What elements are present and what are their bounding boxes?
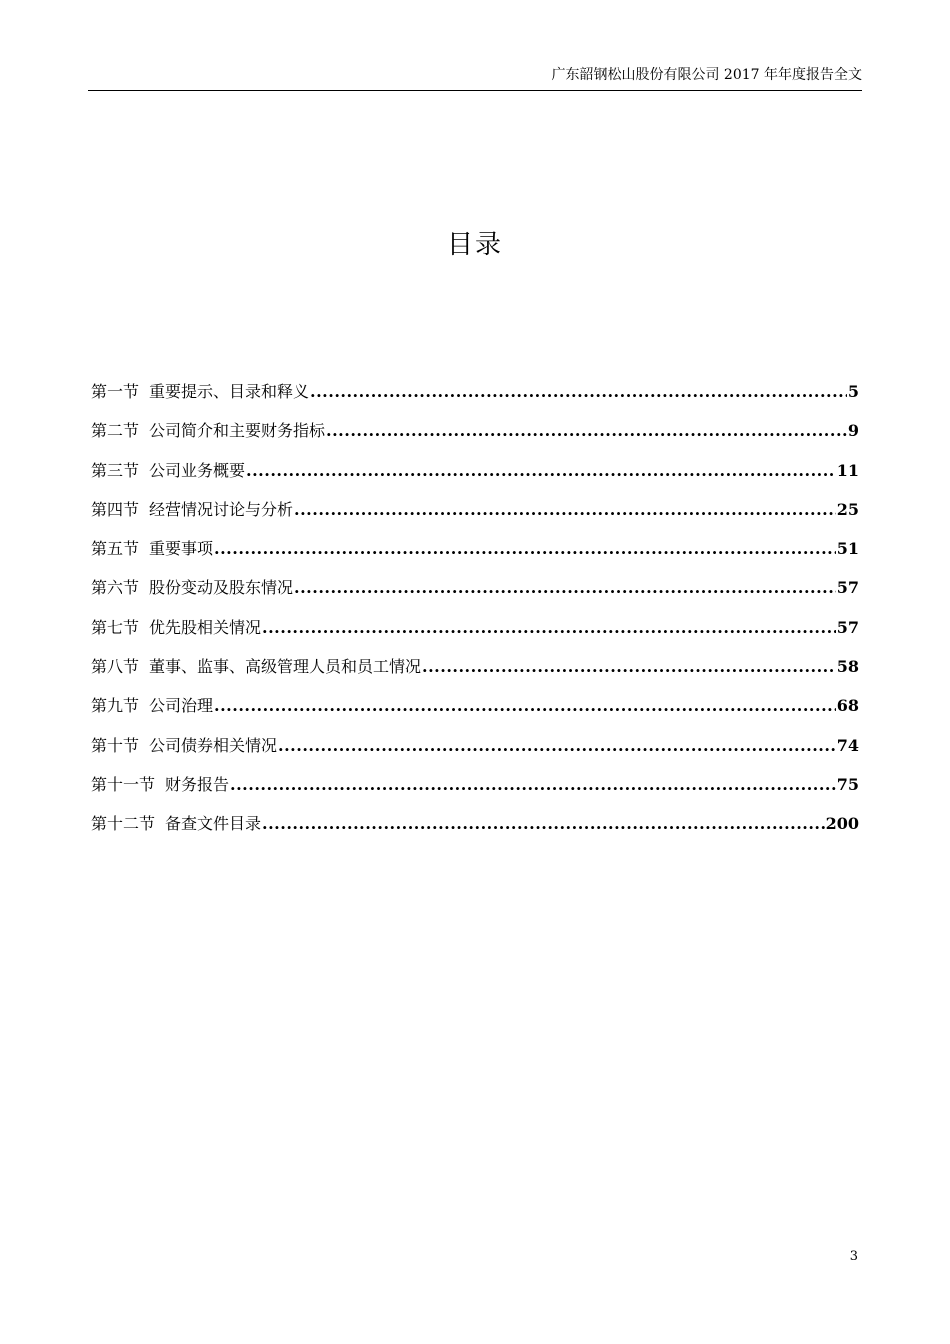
toc-section-label: 第四节 xyxy=(91,499,140,519)
header-text: 广东韶钢松山股份有限公司 2017 年年度报告全文 xyxy=(551,67,862,83)
toc-section-label: 第九节 xyxy=(91,696,140,716)
toc-page-number: 57 xyxy=(836,578,859,598)
toc-entry-title: 公司债券相关情况 xyxy=(149,735,278,755)
toc-dot-leader xyxy=(294,499,836,521)
toc-page-number: 9 xyxy=(847,421,859,441)
toc-page-number: 58 xyxy=(836,657,859,677)
table-of-contents xyxy=(91,381,859,853)
toc-entry[interactable] xyxy=(91,656,859,695)
toc-section-label: 第二节 xyxy=(91,421,140,441)
toc-dot-leader xyxy=(310,381,847,403)
toc-entry-title: 备查文件目录 xyxy=(165,814,262,834)
toc-section-label: 第十一节 xyxy=(91,774,156,794)
toc-dot-leader xyxy=(326,420,847,442)
toc-section-label: 第十二节 xyxy=(91,814,156,834)
toc-section-label: 第七节 xyxy=(91,617,140,637)
toc-entry[interactable] xyxy=(91,460,859,499)
toc-page-number: 74 xyxy=(836,735,859,755)
toc-entry-title: 优先股相关情况 xyxy=(149,617,262,637)
toc-dot-leader xyxy=(230,774,836,796)
toc-entry[interactable] xyxy=(91,499,859,538)
toc-page-number: 11 xyxy=(836,460,859,480)
toc-dot-leader xyxy=(278,735,836,757)
toc-entry-title: 重要事项 xyxy=(149,539,214,559)
toc-section-label: 第六节 xyxy=(91,578,140,598)
toc-entry[interactable] xyxy=(91,538,859,577)
toc-page-number: 5 xyxy=(847,382,859,401)
toc-entry-title: 股份变动及股东情况 xyxy=(149,578,294,598)
toc-entry-title: 公司简介和主要财务指标 xyxy=(149,421,326,441)
toc-dot-leader xyxy=(246,460,836,482)
toc-dot-leader xyxy=(262,617,836,639)
page-title: 目录 xyxy=(446,230,503,260)
toc-entry[interactable] xyxy=(91,813,859,852)
toc-dot-leader xyxy=(262,813,825,835)
toc-entry[interactable] xyxy=(91,735,859,774)
toc-entry-title: 公司业务概要 xyxy=(149,460,246,480)
toc-dot-leader xyxy=(214,695,836,717)
toc-entry-title: 公司治理 xyxy=(149,696,214,716)
toc-entry-title: 重要提示、目录和释义 xyxy=(149,382,310,401)
toc-section-label: 第十节 xyxy=(91,735,140,755)
footer-page-number: 3 xyxy=(849,1249,858,1264)
toc-entry[interactable] xyxy=(91,695,859,734)
toc-dot-leader xyxy=(422,656,836,678)
toc-page-number: 57 xyxy=(836,617,859,637)
page-header xyxy=(88,64,862,91)
toc-section-label: 第三节 xyxy=(91,460,140,480)
toc-dot-leader xyxy=(294,577,836,599)
toc-page-number: 25 xyxy=(836,499,859,519)
toc-entry-title: 财务报告 xyxy=(165,774,230,794)
toc-entry[interactable] xyxy=(91,774,859,813)
toc-entry[interactable] xyxy=(91,420,859,459)
toc-page-number: 68 xyxy=(836,696,859,716)
toc-entry[interactable] xyxy=(91,617,859,656)
toc-entry[interactable] xyxy=(91,381,859,420)
toc-page-number: 51 xyxy=(836,539,859,559)
toc-dot-leader xyxy=(214,538,836,560)
toc-entry-title: 董事、监事、高级管理人员和员工情况 xyxy=(149,657,422,677)
toc-page-number: 200 xyxy=(825,814,859,834)
toc-section-label: 第一节 xyxy=(91,382,140,401)
toc-entry-title: 经营情况讨论与分析 xyxy=(149,499,294,519)
toc-section-label: 第八节 xyxy=(91,657,140,677)
toc-entry[interactable] xyxy=(91,577,859,616)
toc-section-label: 第五节 xyxy=(91,539,140,559)
toc-page-number: 75 xyxy=(836,774,859,794)
